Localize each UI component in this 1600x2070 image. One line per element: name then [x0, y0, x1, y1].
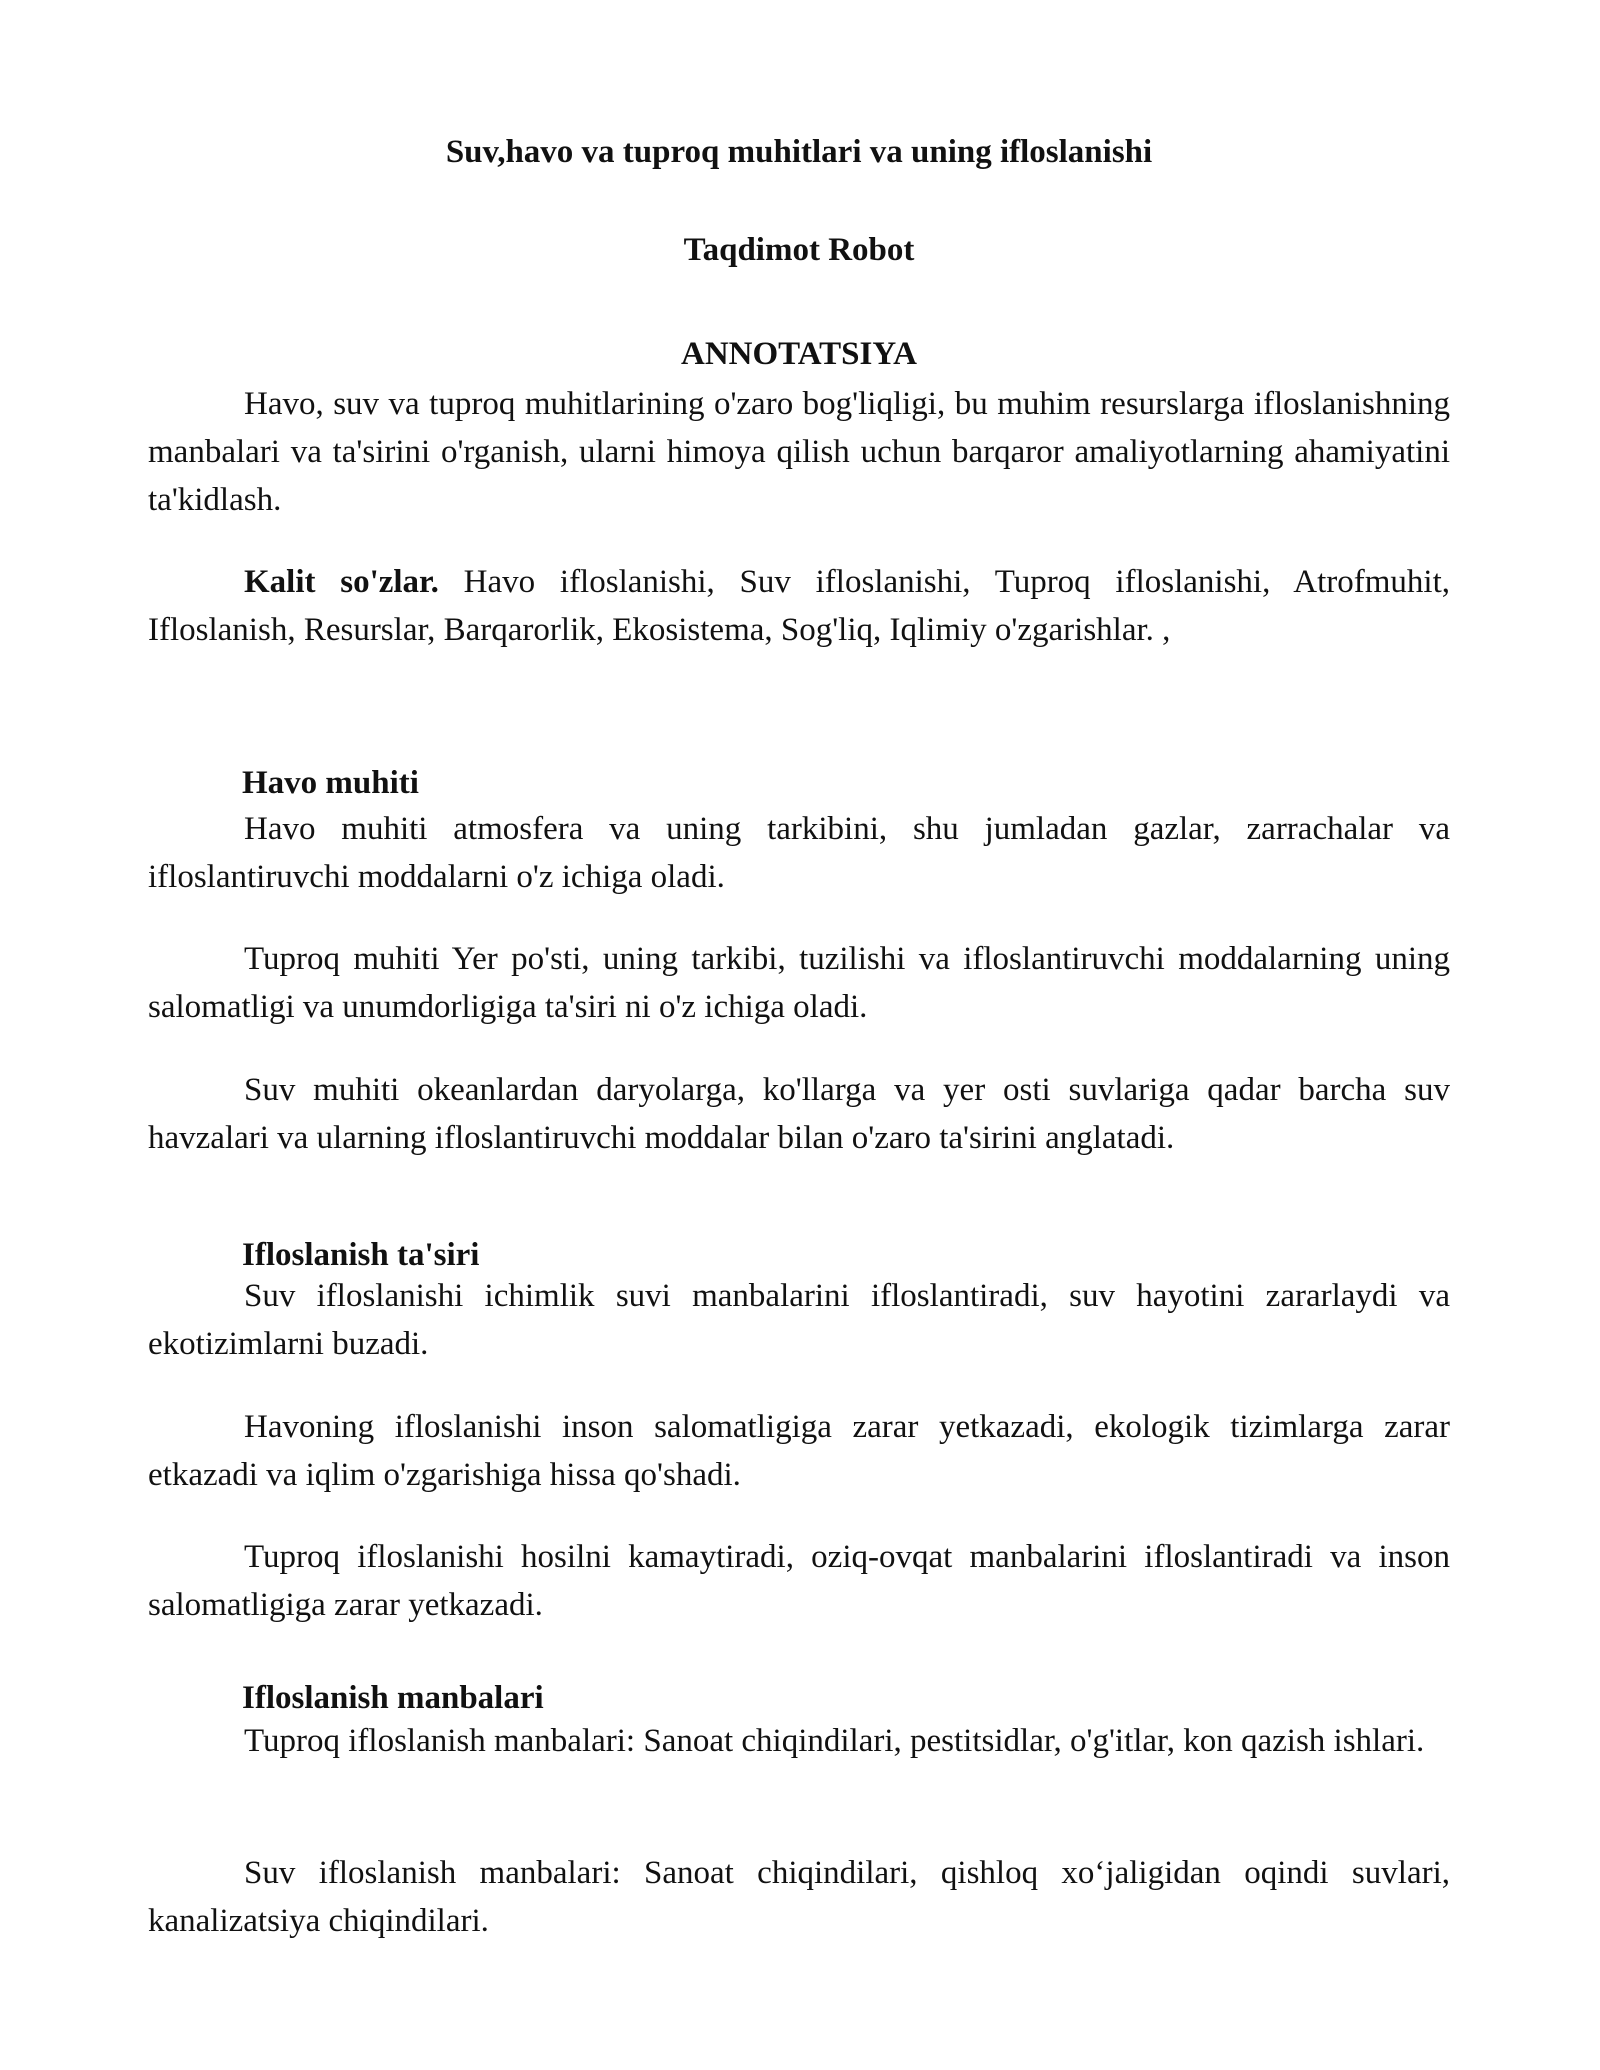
- annotation-paragraph: Havo, suv va tuproq muhitlarining o'zaro bog'liqligi, bu muhim resurslarga ifloslanishning manbalari va ta'sirini o'rganish, ularni himoya qilish uchun barqaror amaliyotlarning ahamiyatini ta'kidlash.: [148, 386, 1450, 518]
- document-title: Suv,havo va tuproq muhitlari va uning ifloslanishi: [445, 134, 1153, 170]
- section-paragraph: Suv ifloslanishi ichimlik suvi manbalarini ifloslantiradi, suv hayotini zararlaydi va ekotizimlarni buzadi.: [148, 1278, 1450, 1362]
- section-paragraph: Havo muhiti atmosfera va uning tarkibini, shu jumladan gazlar, zarrachalar va ifloslantiruvchi moddalarni o'z ichiga oladi.: [148, 811, 1450, 895]
- keywords-paragraph: [148, 558, 1450, 654]
- keywords-text: Havo ifloslanishi, Suv ifloslanishi, Tuproq ifloslanishi, Atrofmuhit, Ifloslanish, Resurslar, Barqarorlik, Ekosistema, Sog'liq, Iqlimiy o'zgarishlar. ,: [148, 564, 1450, 648]
- section-paragraph: Tuproq ifloslanish manbalari: Sanoat chiqindilari, pestitsidlar, o'g'itlar, kon qazish ishlari.: [244, 1723, 1425, 1759]
- section-paragraph: Tuproq muhiti Yer po'sti, uning tarkibi, tuzilishi va ifloslantiruvchi moddalarning uning salomatligi va unumdorligiga ta'siri ni o'z ichiga oladi.: [148, 941, 1450, 1025]
- section-heading-ifloslanish-tasiri: Ifloslanish ta'siri: [242, 1237, 480, 1273]
- section-paragraph: Suv ifloslanish manbalari: Sanoat chiqindilari, qishloq xo‘jaligidan oqindi suvlari, kanalizatsiya chiqindilari.: [148, 1855, 1450, 1939]
- section-paragraph: Suv muhiti okeanlardan daryolarga, ko'llarga va yer osti suvlariga qadar barcha suv havzalari va ularning ifloslantiruvchi moddalar bilan o'zaro ta'sirini anglatadi.: [148, 1072, 1450, 1156]
- section-heading-havo-muhiti: Havo muhiti: [242, 765, 419, 801]
- annotation-heading: ANNOTATSIYA: [681, 336, 917, 372]
- keywords-label: Kalit so'zlar.: [244, 564, 439, 600]
- section-heading-ifloslanish-manbalari: Ifloslanish manbalari: [242, 1680, 544, 1716]
- document-author: Taqdimot Robot: [683, 232, 915, 268]
- section-paragraph: Tuproq ifloslanishi hosilni kamaytiradi, oziq-ovqat manbalarini ifloslantiradi va inson salomatligiga zarar yetkazadi.: [148, 1539, 1450, 1623]
- section-paragraph: Havoning ifloslanishi inson salomatligiga zarar yetkazadi, ekologik tizimlarga zarar etkazadi va iqlim o'zgarishiga hissa qo'shadi.: [148, 1409, 1450, 1493]
